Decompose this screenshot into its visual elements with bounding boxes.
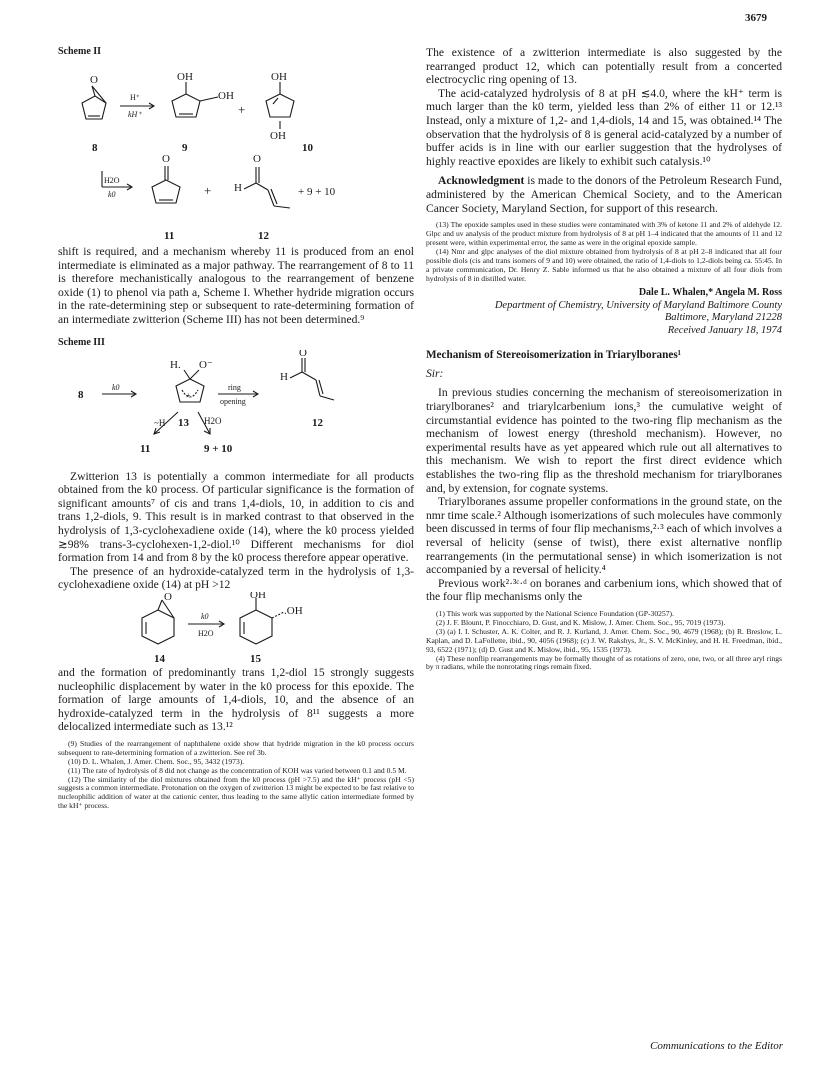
scheme-ii-label-11: 11: [164, 230, 175, 242]
scheme-ii-k0: k0: [108, 190, 116, 199]
acknowledgment-text: is made to the donors of the Petroleum Research Fund, administered by the American Chemical Society, and to the American Cancer Society, Maryland Section, for support of this research.: [426, 174, 782, 215]
scheme-iii-label-9-10: 9 + 10: [204, 442, 233, 455]
scheme-ii-o-12: O: [253, 153, 261, 165]
scheme-iii-diagram: [58, 350, 414, 462]
scheme-ii-h2o: H2O: [104, 176, 120, 185]
scheme-ii-oh-10: OH: [271, 71, 287, 83]
footnote-12: (12) The similarity of the diol mixtures obtained from the k0 process (pH >7.5) and the kH⁺ process (pH <5) suggests a common intermediate. Protonation on the oxygen of zwitterion 13 might be expected to be fast relative to nucleophilic addition of water at the cationic center, thus leading to the same allylic cation intermediate formed by the kH⁺ process.: [58, 774, 414, 811]
scheme-iii-ring: ring: [228, 382, 241, 392]
label-15: 15: [250, 652, 261, 665]
article-title: Mechanism of Stereoisomerization in Triarylboranes¹: [426, 349, 682, 362]
epoxide-h2o: H2O: [198, 628, 214, 638]
scheme-ii: [58, 59, 414, 245]
label-14: 14: [154, 652, 165, 665]
scheme-ii-plus-2: +: [204, 183, 212, 198]
salutation: Sir:: [426, 367, 444, 381]
scheme-ii-h-12: H: [234, 182, 242, 194]
footnote-9: (9) Studies of the rearrangement of naphthalene oxide show that hydride migration in the k0 process occurs subsequent to rate-determining formation of a zwitterion. See ref 3b.: [58, 738, 414, 757]
footnote-2: (2) J. F. Blount, P. Finocchiaro, D. Gust, and K. Mislow, J. Amer. Chem. Soc., 95, 7019 (1973).: [436, 617, 726, 627]
scheme-ii-k-h: kH⁺: [128, 110, 142, 119]
scheme-ii-label-10: 10: [302, 142, 313, 154]
diol-15-oh: OH: [250, 591, 266, 601]
authors: Dale L. Whalen,* Angela M. Ross: [638, 287, 782, 299]
scheme-ii-label-9: 9: [182, 142, 188, 154]
page-number: 3679: [745, 12, 767, 24]
scheme-iii-label: Scheme III: [58, 336, 105, 348]
left-paragraph-1: shift is required, and a mechanism whereby 11 is produced from an enol intermediate is eliminated as a major pathway. The rearrangement of 8 to 11 is therefore mechanistically analogous to the rearrangement of benzene oxide (1) to phenol via path a, Scheme I. Whether hydride migration occurs in the rate-determining step or subsequent to rate-determining formation of an intermediate zwitterion (Scheme III) has not been determined.⁹: [58, 245, 414, 326]
scheme-ii-h-plus: H⁺: [130, 93, 140, 102]
scheme-iii-label-8: 8: [78, 388, 84, 401]
scheme-iii-o-minus: O⁻: [199, 358, 213, 371]
right-paragraph-1: The existence of a zwitterion intermediate is also suggested by the rearranged product 12, which can potentially result from a concerted electrocyclic ring opening of 13.: [426, 46, 782, 87]
left-paragraph-4: and the formation of predominantly trans 1,2-diol 15 strongly suggests nucleophilic displacement by water in the k0 process for this epoxide. The formation of large amounts of 1,4-diols, 10, and the absence of an hydroxide-catalyzed term in the hydrolysis of 8¹¹ suggests a more delocalized intermediate such as 13.¹²: [58, 665, 414, 734]
right-footnotes-2: [426, 610, 782, 672]
scheme-iii-minus-h: ~H: [154, 417, 166, 428]
scheme-iii-k0: k0: [112, 382, 120, 392]
right-paragraph-3: In previous studies concerning the mechanism of stereoisomerization in triarylboranes² and triarylcarbenium ions,³ the cumulative weight of circumstantial evidence has pointed to the two-ring flip mechanism as the mechanism of lowest energy (threshold mechanism). However, no experimental results have as yet appeared which rule out all alternatives to this mechanism. We wish to report the first direct evidence which establishes the two-ring flip as the threshold mechanism for triarylboranes and, by extension, for cognate systems.: [426, 386, 782, 495]
right-footnotes: [426, 221, 782, 283]
footnote-11: (11) The rate of hydrolysis of 8 did not change as the concentration of KOH was varied between 0.1 and 0.5 M.: [68, 765, 407, 775]
epoxide-k0: k0: [201, 611, 209, 621]
scheme-ii-oh-9: OH: [177, 71, 193, 83]
scheme-ii-diagram: [58, 59, 414, 245]
author-signature: [426, 287, 782, 337]
left-paragraph-3: The presence of an hydroxide-catalyzed term in the hydrolysis of 1,3-cyclohexadiene oxide (14) at pH >12: [58, 564, 414, 592]
footnote-1: (1) This work was supported by the National Science Foundation (GP-30257).: [436, 608, 674, 618]
received-date: Received January 18, 1974: [667, 324, 782, 336]
scheme-ii-label-8: 8: [92, 142, 98, 154]
scheme-ii-o-11: O: [162, 153, 170, 165]
scheme-iii-h2o: H2O: [204, 415, 222, 426]
footnote-14: (14) Nmr and glpc analyses of the diol mixture obtained from hydrolysis of 8 at pH 2–8 indicated that all four possible diols (cis and trans isomers of 9 and 10) were obtained, the ratio of 1,4-diols to 1,2-diols being ca. 55:45. In a private communication, Dr. Henry Z. Sable informed us that he also obtained a mixture of all four diols from hydrolysis of 8 in distilled water.: [426, 246, 782, 283]
scheme-iii-opening: opening: [220, 396, 246, 406]
scheme-ii-label: Scheme II: [58, 46, 102, 57]
left-column: [58, 46, 414, 811]
epoxide-14-o: O: [164, 591, 172, 603]
affiliation-line-1: Department of Chemistry, University of Maryland Baltimore County: [494, 299, 782, 311]
scheme-ii-rest: + 9 + 10: [298, 186, 336, 198]
scheme-iii-h: H: [280, 370, 288, 383]
scheme-iii: [58, 350, 414, 462]
scheme-iii-o: O: [299, 349, 307, 359]
scheme-ii-plus-1: +: [238, 102, 246, 117]
footnote-13: (13) The epoxide samples used in these studies were contaminated with 3% of ketone 11 and 2% of aldehyde 12. Glpc and uv analysis of the product mixture from hydrolysis of 8 at pH 1–4 indicated that the amounts of 11 and 12 present were, within experimental error, the same as were in the original epoxide sample.: [426, 220, 782, 247]
right-paragraph-2: The acid-catalyzed hydrolysis of 8 at pH ≲4.0, where the kH⁺ term is much larger than the k0 term, yielded less than 2% of either 11 or 12.¹³ Instead, only a mixture of 1,2- and 1,4-diols, 14 and 15, was obtained.¹⁴ The observation that the hydrolysis of 8 is general acid-catalyzed by a number of buffer acids is in line with our earlier suggestion that the hydrolyses of highly reactive epoxides are likely to exhibit such catalysis.¹⁰: [426, 86, 782, 168]
scheme-iii-label-12: 12: [312, 416, 323, 429]
scheme-iii-label-11: 11: [140, 442, 151, 455]
scheme-ii-oh-10-b: OH: [270, 130, 286, 142]
footnote-4: (4) These nonflip rearrangements may be formally thought of as rotations of zero, one, two, or all three aryl rings by π radians, while the nonrotating rings remain fixed.: [426, 653, 782, 672]
epoxide-14-scheme: [58, 592, 414, 666]
epoxide-14-diagram: [58, 592, 414, 666]
scheme-ii-label-12: 12: [258, 230, 269, 242]
left-footnotes: [58, 740, 414, 811]
right-column: [426, 46, 782, 672]
scheme-iii-plus: +: [186, 390, 191, 400]
scheme-ii-o-8: O: [90, 74, 98, 86]
acknowledgment-lead: Acknowledgment: [438, 174, 525, 188]
right-paragraph-4: Triarylboranes assume propeller conformations in the ground state, on the nmr time scale.² Although isomerizations of such molecules have commonly been discussed in terms of four flip mechanisms,²·³ each of which involves a reversal of helicity (sense of twist), there exist alternative nonflip rearrangements (in the permutational sense) in which isomerization is not accompanied by a reversal of helicity.⁴: [426, 495, 782, 577]
diol-15-oh-side: .OH: [284, 604, 303, 617]
footnote-3: (3) (a) I. I. Schuster, A. K. Colter, and R. J. Kurland, J. Amer. Chem. Soc., 90, 4679 (1968); (b) R. Breslow, L. Kaplan, and D. LaFollette, ibid., 90, 4056 (1968); (c) J. W. Rakshys, Jr., S. V. McKinley, and H. H. Freedman, ibid., 93, 6522 (1971); (d) D. Gust and K. Mislow, ibid., 95, 1535 (1973).: [426, 626, 782, 654]
footnote-10: (10) D. L. Whalen, J. Amer. Chem. Soc., 95, 3432 (1973).: [68, 756, 245, 766]
scheme-iii-label-13: 13: [178, 416, 189, 429]
left-paragraph-2: Zwitterion 13 is potentially a common intermediate for all products obtained from the k0 process. Of particular significance is the formation of significant amounts⁷ of cis and trans 1,4-diols, 10, in addition to cis and trans 1,2-diols, 9. This result is in marked contrast to that observed in the hydrolysis of 1,3-cyclohexadiene oxide (14), where the k0 process yielded ≳98% trans-3-cyclohexen-1,2-diol.¹⁰ Different mechanisms for diol formation from 14 and from 8 by the k0 process therefore appear operative.: [58, 469, 414, 565]
scheme-iii-h-dot: H.: [170, 358, 181, 371]
acknowledgment: [426, 174, 782, 215]
journal-section-footer: Communications to the Editor: [650, 1040, 783, 1052]
right-paragraph-5: Previous work²·³ᶜ·ᵈ on boranes and carbenium ions, which showed that of the four flip mechanisms only the: [426, 576, 782, 604]
scheme-ii-oh-9-side: OH: [218, 90, 234, 102]
affiliation-line-2: Baltimore, Maryland 21228: [664, 312, 782, 324]
